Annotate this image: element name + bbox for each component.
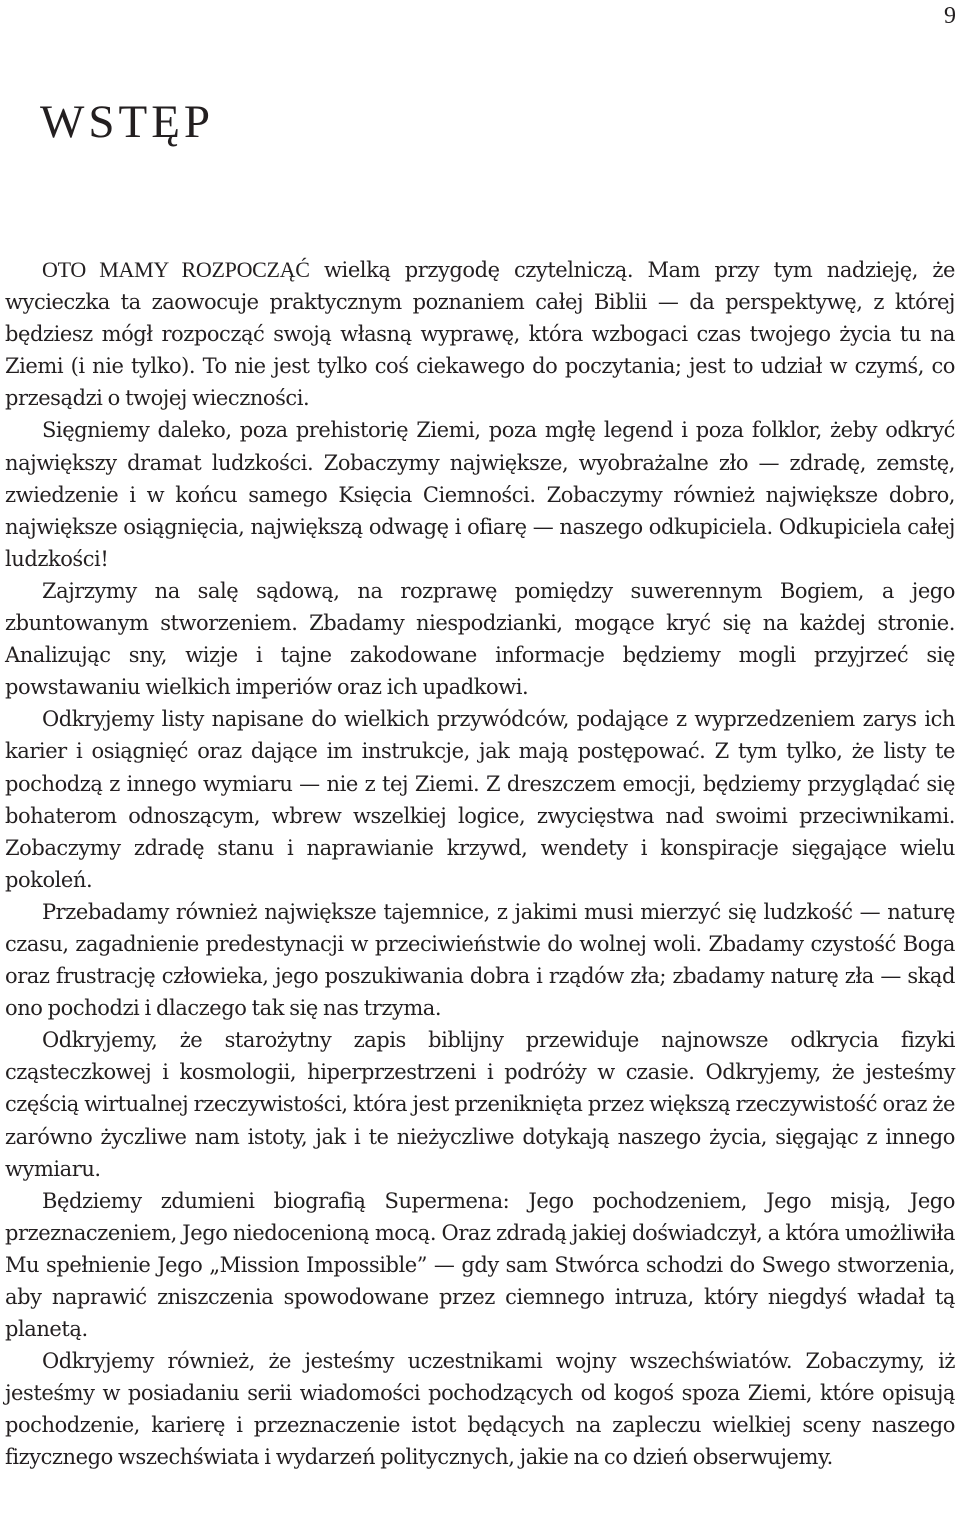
paragraph-6: Odkryjemy, że starożytny zapis biblijny przewiduje najnowsze odkrycia fizyki cząsteczkowej i kosmologii, hiperprzestrzeni i podróży w czasie. Odkryjemy, że jesteśmy częścią wirtualnej rzeczywistości, która jest przeniknięta przez większą rzeczywistość oraz że zarówno życzliwe nam istoty, jak i te nieżyczliwe dotykają naszego życia, sięgając z innego wymiaru. — [5, 1028, 955, 1181]
paragraph-8: Odkryjemy również, że jesteśmy uczestnikami wojny wszechświatów. Zobaczymy, iż jesteśmy w posiadaniu serii wiadomości pochodzących od kogoś spoza Ziemi, które opisują pochodzenie, karierę i przeznaczenie istot będących na zapleczu wielkiej sceny naszego fizycznego wszechświata i wydarzeń politycznych, jakie na co dzień obserwujemy. — [5, 1349, 955, 1470]
paragraph-2: Sięgniemy daleko, poza prehistorię Ziemi, poza mgłę legend i poza folklor, żeby odkryć największy dramat ludzkości. Zobaczymy największe, wyobrażalne zło — zdradę, zemstę, zwiedzenie i w końcu samego Księcia Ciemności. Zobaczymy również największe dobro, największe osiągnięcia, największą odwagę i ofiarę — naszego odkupiciela. Odkupiciela całej ludzkości! — [5, 418, 955, 571]
paragraph-1-text: wielką przygodę czytelniczą. Mam przy tym nadzieję, że wycieczka ta zaowocuje praktycznym poznaniem całej Biblii — da perspektywę, z której będziesz mógł rozpocząć swoją własną wyprawę, która wzbogaci czas twojego życia tu na Ziemi (i nie tylko). To nie jest tylko coś ciekawego do poczytania; jest to udział w czymś, co przesądzi o twojej wieczności. — [5, 258, 955, 411]
opening-small-caps: OTO MAMY ROZPOCZĄĆ — [42, 257, 310, 282]
paragraph-4: Odkryjemy listy napisane do wielkich przywódców, podające z wyprzedzeniem zarys ich karier i osiągnięć oraz dające im instrukcje, jak mają postępować. Z tym tylko, że listy te pochodzą z innego wymiaru — nie z tej Ziemi. Z dreszczem emocji, będziemy przyglądać się bohaterom odnoszącym, wbrew wszelkiej logice, zwycięstwa nad swoimi przeciwnikami. Zobaczymy zdradę stanu i naprawianie krzywd, wendety i konspiracje sięgające wielu pokoleń. — [5, 707, 955, 892]
paragraph-1 — [5, 254, 955, 414]
paragraph-3: Zajrzymy na salę sądową, na rozprawę pomiędzy suwerennym Bogiem, a jego zbuntowanym stworzeniem. Zbadamy niespodzianki, mogące kryć się na każdej stronie. Analizując sny, wizje i tajne zakodowane informacje będziemy mogli przyjrzeć się powstawaniu wielkich imperiów oraz ich upadkowi. — [5, 578, 955, 700]
chapter-title: WSTĘP — [40, 96, 215, 148]
body-text — [5, 254, 955, 1474]
page-number: 9 — [944, 3, 956, 29]
paragraph-7: Będziemy zdumieni biografią Supermena: Jego pochodzeniem, Jego misją, Jego przeznaczeniem, Jego niedocenioną mocą. Oraz zdradą jakiej doświadczył, a która umożliwiła Mu spełnienie Jego „Mission Impossible” — gdy sam Stwórca schodzi do Swego stworzenia, aby naprawić zniszczenia spowodowane przez ciemnego intruza, który niegdyś władał tą planetą. — [5, 1188, 955, 1342]
paragraph-5: Przebadamy również największe tajemnice, z jakimi musi mierzyć się ludzkość — naturę czasu, zagadnienie predestynacji w przeciwieństwie do wolnej woli. Zbadamy czystość Boga oraz frustrację człowieka, jego poszukiwania dobra i rządów zła; zbadamy naturę zła — skąd ono pochodzi i dlaczego tak się nas trzyma. — [5, 899, 955, 1021]
